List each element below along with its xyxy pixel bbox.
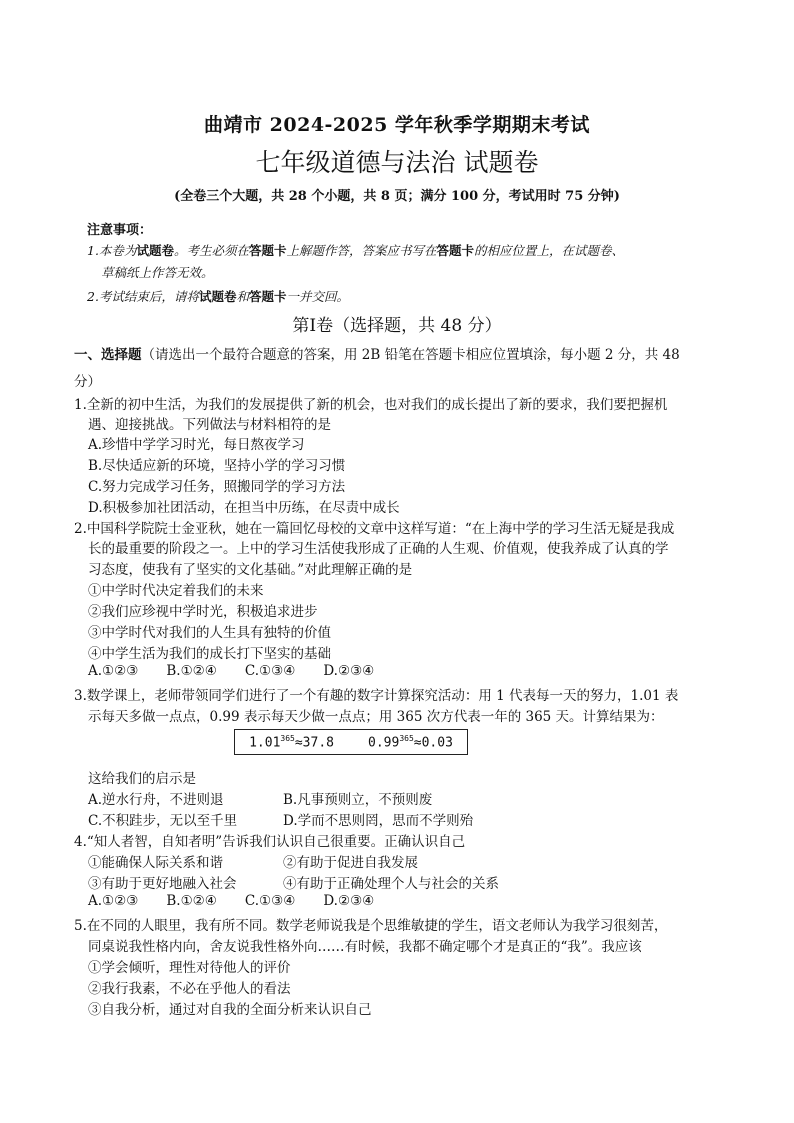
notice-item-1-cont: 草稿纸上作答无效。	[101, 265, 214, 280]
question-2-statement-2: ②我们应珍视中学时光，积极追求进步	[88, 604, 318, 620]
question-5-stem: 5.在不同的人眼里，我有所不同。数学老师说我是个思维敏捷的学生，语文老师认为我学习很刻苦，	[74, 918, 668, 934]
question-4-statement-3: ③有助于更好地融入社会	[88, 876, 237, 892]
question-3-option-d: D.学而不思则罔，思而不学则殆	[283, 813, 474, 829]
formula-box	[234, 729, 468, 755]
question-2-stem-cont-2: 习态度，使我有了坚实的文化基础。”对此理解正确的是	[88, 562, 413, 578]
question-2-option-b: B.①②④	[166, 663, 217, 679]
question-2-option-a: A.①②③	[88, 663, 139, 679]
question-4-option-a: A.①②③	[88, 893, 139, 909]
question-4-statement-2: ②有助于促进自我发展	[283, 855, 418, 871]
exam-subject-title: 七年级道德与法治 试题卷	[255, 148, 539, 177]
question-3-stem: 3.数学课上，老师带领同学们进行了一个有趣的数字计算探究活动：用 1 代表每一天的努力，1.01 表	[74, 688, 679, 704]
question-4-stem: 4.“知人者智，自知者明”告诉我们认识自己很重要。正确认识自己	[74, 834, 466, 850]
question-1-stem: 1.全新的初中生活，为我们的发展提供了新的机会，也对我们的成长提出了新的要求，我们要把握机	[74, 397, 668, 413]
question-2-option-c: C.①③④	[244, 663, 296, 679]
question-1-option-b: B.尽快适应新的环境，坚持小学的学习习惯	[88, 458, 346, 474]
section-instructions-cont: 分）	[74, 374, 101, 390]
question-4-statement-4: ④有助于正确处理个人与社会的关系	[283, 876, 499, 892]
exam-subtitle: (全卷三个大题，共 28 个小题，共 8 页；满分 100 分，考试用时 75 分钟)	[174, 189, 620, 204]
question-4-statement-1: ①能确保人际关系和谐	[88, 855, 223, 871]
question-2-options	[88, 663, 402, 679]
question-2-statement-3: ③中学时代对我们的人生具有独特的价值	[88, 625, 331, 641]
notice-heading: 注意事项：	[87, 223, 153, 238]
formula-2: $0.99^{365}\approx 0.03$	[368, 733, 453, 751]
question-4-option-d: D.②③④	[323, 893, 375, 909]
question-4-option-b: B.①②④	[166, 893, 217, 909]
question-5-statement-1: ①学会倾听，理性对待他人的评价	[88, 960, 291, 976]
question-2-option-d: D.②③④	[323, 663, 375, 679]
notice-item-1: 1.本卷为试题卷。考生必须在答题卡上解题作答，答案应书写在答题卡的相应位置上，在试题卷、	[87, 243, 625, 258]
question-3-option-a: A.逆水行舟，不进则退	[88, 792, 224, 808]
question-2-statement-4: ④中学生活为我们的成长打下坚实的基础	[88, 646, 331, 662]
exam-title: 曲靖市 2024-2025 学年秋季学期期末考试	[204, 114, 590, 136]
question-3-question: 这给我们的启示是	[88, 771, 196, 787]
question-3-option-c: C.不积跬步，无以至千里	[88, 813, 238, 829]
question-4-options	[88, 893, 402, 909]
question-2-statement-1: ①中学时代决定着我们的未来	[88, 583, 264, 599]
section-instructions: 一、选择题（请选出一个最符合题意的答案，用 2B 铅笔在答题卡相应位置填涂，每小题 2 分，共 48	[74, 347, 680, 363]
question-5-statement-3: ③自我分析，通过对自我的全面分析来认识自己	[88, 1002, 372, 1018]
section-title: 第Ⅰ卷（选择题，共 48 分）	[292, 316, 502, 336]
formula-1: $1.01^{365}\approx 37.8$	[249, 733, 334, 751]
question-1-option-c: C.努力完成学习任务，照搬同学的学习方法	[88, 479, 346, 495]
question-1-stem-cont: 遇、迎接挑战。下列做法与材料相符的是	[88, 417, 331, 433]
question-5-statement-2: ②我行我素，不必在乎他人的看法	[88, 981, 291, 997]
question-3-option-b: B.凡事预则立，不预则废	[283, 792, 433, 808]
question-3-stem-cont: 示每天多做一点点，0.99 表示每天少做一点点；用 365 次方代表一年的 365 天。计算结果为：	[88, 709, 664, 725]
question-5-stem-cont: 同桌说我性格内向，舍友说我性格外向……有时候，我都不确定哪个才是真正的“我”。我应该	[88, 939, 642, 955]
question-1-option-d: D.积极参加社团活动，在担当中历练，在尽责中成长	[88, 500, 400, 516]
question-2-stem: 2.中国科学院院士金亚秋，她在一篇回忆母校的文章中这样写道：“在上海中学的学习生活无疑是我成	[74, 521, 675, 537]
question-4-option-c: C.①③④	[244, 893, 296, 909]
question-2-stem-cont: 长的最重要的阶段之一。上中的学习生活使我形成了正确的人生观、价值观，使我养成了认真的学	[88, 541, 669, 557]
question-1-option-a: A.珍惜中学学习时光，每日熬夜学习	[88, 437, 305, 453]
notice-item-2: 2.考试结束后，请将试题卷和答题卡一并交回。	[87, 289, 349, 304]
